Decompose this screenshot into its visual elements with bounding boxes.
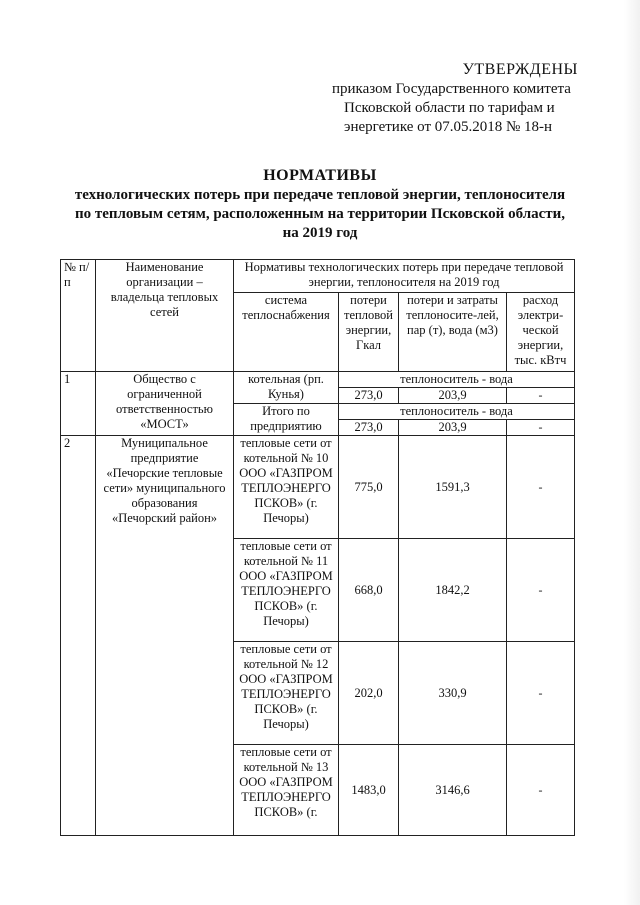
row1-heat-a: 273,0 — [339, 388, 399, 404]
row2-num: 2 — [61, 436, 96, 836]
approval-line-3: энергетике от 07.05.2018 № 18-н — [344, 119, 553, 135]
row1-carrier-b: 203,9 — [399, 420, 507, 436]
row2-system-3: тепловые сети от котельной № 12 ООО «ГАЗПРОМ ТЕПЛОЭНЕРГО ПСКОВ» (г. Печоры) — [234, 642, 339, 745]
approval-line-2: Псковской области по тарифам и — [344, 100, 555, 116]
row2-heat-2: 668,0 — [339, 539, 399, 642]
norms-table — [60, 259, 575, 836]
row2-elec-1: - — [507, 436, 575, 539]
title-main: НОРМАТИВЫ — [263, 167, 377, 184]
row2-heat-4: 1483,0 — [339, 745, 399, 836]
row1-carrier-label-b: теплоноситель - вода — [339, 404, 575, 420]
row2-heat-1: 775,0 — [339, 436, 399, 539]
row2-carrier-4: 3146,6 — [399, 745, 507, 836]
row2-org: Муниципальное предприятие «Печорские тепловые сети» муниципального образования «Печорский район» — [96, 436, 234, 836]
row2-carrier-2: 1842,2 — [399, 539, 507, 642]
title-line-2: по тепловым сетям, расположенным на территории Псковской области, — [74, 206, 566, 222]
approval-line-1: приказом Государственного комитета — [332, 81, 571, 97]
title-line-1: технологических потерь при передаче тепловой энергии, теплоносителя — [74, 187, 566, 203]
row2-system-4: тепловые сети от котельной № 13 ООО «ГАЗПРОМ ТЕПЛОЭНЕРГО ПСКОВ» (г. — [234, 745, 339, 836]
header-carrier-loss: потери и затраты теплоносите-лей, пар (т), вода (м3) — [399, 293, 507, 372]
row1-system-a: котельная (рп. Кунья) — [234, 372, 339, 404]
row2-carrier-3: 330,9 — [399, 642, 507, 745]
header-org: Наименование организации – владельца тепловых сетей — [96, 260, 234, 372]
title-line-3: на 2019 год — [282, 225, 358, 241]
row1-carrier-label-a: теплоноситель - вода — [339, 372, 575, 388]
row1-system-b: Итого по предприятию — [234, 404, 339, 436]
row1-heat-b: 273,0 — [339, 420, 399, 436]
table-row — [61, 372, 575, 388]
row1-elec-a: - — [507, 388, 575, 404]
table-row — [61, 436, 575, 539]
scan-edge-shadow — [624, 0, 640, 905]
approval-stamp: УТВЕРЖДЕНЫ — [462, 61, 578, 78]
approval-block — [330, 60, 590, 137]
header-group: Нормативы технологических потерь при передаче тепловой энергии, теплоносителя на 2019 год — [234, 260, 575, 293]
row2-elec-3: - — [507, 642, 575, 745]
row1-carrier-a: 203,9 — [399, 388, 507, 404]
header-heat-loss: потери тепловой энергии, Гкал — [339, 293, 399, 372]
header-electricity: расход электри-ческой энергии, тыс. кВтч — [507, 293, 575, 372]
document-title — [60, 166, 580, 243]
row2-heat-3: 202,0 — [339, 642, 399, 745]
row1-org: Общество с ограниченной ответственностью «МОСТ» — [96, 372, 234, 436]
header-system: система теплоснабжения — [234, 293, 339, 372]
row2-carrier-1: 1591,3 — [399, 436, 507, 539]
row1-num: 1 — [61, 372, 96, 436]
row2-elec-4: - — [507, 745, 575, 836]
row2-system-2: тепловые сети от котельной № 11 ООО «ГАЗПРОМ ТЕПЛОЭНЕРГО ПСКОВ» (г. Печоры) — [234, 539, 339, 642]
row1-elec-b: - — [507, 420, 575, 436]
row2-elec-2: - — [507, 539, 575, 642]
header-num: № п/п — [61, 260, 96, 372]
row2-system-1: тепловые сети от котельной № 10 ООО «ГАЗПРОМ ТЕПЛОЭНЕРГО ПСКОВ» (г. Печоры) — [234, 436, 339, 539]
table-header-row — [61, 260, 575, 293]
